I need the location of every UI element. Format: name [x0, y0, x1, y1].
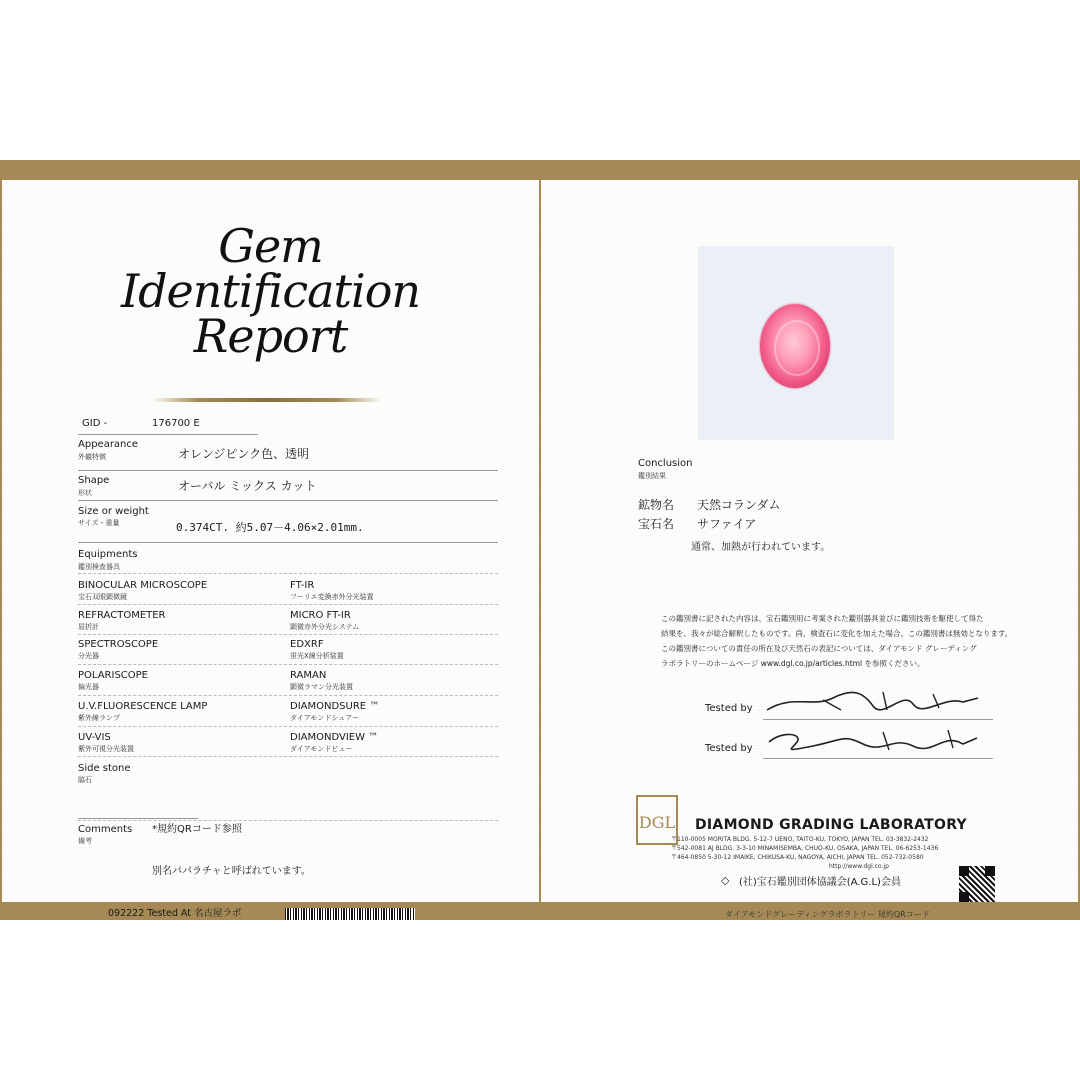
disclaimer-line: ラボラトリーのホームページ www.dgl.co.jp/articles.html を参照ください。: [661, 659, 925, 668]
conclusion-jp: 鑑別結果: [638, 472, 666, 480]
side-stone-jp: 脇石: [78, 776, 92, 784]
equipment-rule: [78, 695, 498, 696]
tested-by-label-1: Tested by: [705, 703, 753, 714]
equipment-jp: 顕微ラマン分光装置: [290, 683, 353, 691]
report-title-line2: Identification: [120, 264, 421, 318]
equipment-name: BINOCULAR MICROSCOPE: [78, 580, 208, 591]
equipments-jp: 鑑別検査器具: [78, 563, 120, 571]
equipment-jp: 偏光器: [78, 683, 99, 691]
signature-2-rule: [763, 758, 993, 759]
gold-divider: [152, 398, 382, 402]
gem-name-value: サファイア: [697, 517, 757, 531]
association-text: (社)宝石鑑別団体協議会(A.G.L)会員: [739, 877, 901, 888]
equipment-jp: ダイアモンドビュー: [290, 745, 353, 753]
equipment-rule: [78, 756, 498, 757]
right-page: [541, 180, 1078, 919]
tested-by-label-2: Tested by: [705, 743, 753, 754]
equipments-rule: [78, 573, 498, 574]
signature-1: [763, 688, 983, 716]
lab-website: http://www.dgl.co.jp: [829, 863, 889, 870]
equipment-name: DIAMONDVIEW ™: [290, 732, 379, 743]
equipment-jp: 紫外線ランプ: [78, 714, 120, 722]
equipment-rule: [78, 664, 498, 665]
diamond-icon: ◇: [721, 874, 730, 887]
appearance-label: Appearance: [78, 439, 139, 450]
equipment-jp: 蛍光X線分析装置: [290, 652, 344, 660]
lab-name: DIAMOND GRADING LABORATORY: [695, 817, 967, 833]
report-title-line3: Report: [193, 309, 348, 363]
dgl-logo-text: DGL: [638, 813, 676, 832]
equipment-rule: [78, 604, 498, 605]
comments-value-2: 別名パパラチャと呼ばれています。: [152, 866, 311, 877]
equipment-name: FT-IR: [290, 580, 315, 591]
lab-address: 〒110-0005 MORITA BLDG. 5-12-7 UENO, TAITO-KU, TOKYO, JAPAN TEL. 03-3832-2432: [671, 836, 929, 843]
equipment-jp: 屈折計: [78, 623, 99, 631]
lab-address: 〒464-0850 5-30-12 IMAIKE, CHIKUSA-KU, NAGOYA, AICHI, JAPAN TEL. 052-732-0580: [671, 854, 924, 861]
equipment-name: POLARISCOPE: [78, 670, 148, 681]
size-value: 0.374CT. 約5.07－4.06×2.01mm.: [176, 521, 364, 534]
barcode-image: [285, 908, 415, 920]
conclusion-label: Conclusion: [638, 458, 693, 469]
signature-1-rule: [763, 719, 993, 720]
gem-stone-image: [760, 304, 830, 388]
disclaimer-line: 結果を、我々が総合解釈したものです。尚、検査石に変化を加えた場合、この鑑別書は無効となります。: [661, 629, 1013, 638]
qr-code-image[interactable]: [959, 866, 995, 902]
appearance-value: オレンジピンク色、透明: [178, 447, 310, 461]
tested-at-text: 092222 Tested At 名古屋ラボ: [108, 908, 242, 919]
gid-rule: [78, 434, 258, 435]
mineral-value: 天然コランダム: [697, 498, 781, 512]
side-stone-label: Side stone: [78, 763, 131, 774]
equipments-label: Equipments: [78, 549, 138, 560]
equipment-rule: [78, 726, 498, 727]
comments-rule: [78, 820, 498, 821]
comments-label: Comments: [78, 824, 133, 835]
left-page: [2, 180, 539, 919]
equipment-rule: [78, 634, 498, 635]
lab-address: 〒542-0081 AJ BLDG. 3-3-10 MINAMISEMBA, CHUO-KU, OSAKA, JAPAN TEL. 06-6253-1436: [671, 845, 939, 852]
size-rule: [78, 542, 498, 543]
shape-value: オーバル ミックス カット: [178, 479, 317, 493]
shape-label: Shape: [78, 475, 110, 486]
gem-photo: [698, 246, 894, 440]
signature-2: [763, 726, 983, 754]
report-title-line1: Gem: [218, 219, 323, 273]
equipment-name: MICRO FT-IR: [290, 610, 351, 621]
gid-label: GID -: [82, 418, 108, 429]
equipment-jp: ダイアモンドシュアー: [290, 714, 360, 722]
appearance-rule: [78, 470, 498, 471]
appearance-jp: 外観特徴: [78, 453, 106, 461]
equipment-jp: 分光器: [78, 652, 99, 660]
side-stone-rule: [78, 818, 198, 819]
equipment-name: UV-VIS: [78, 732, 111, 743]
equipment-name: DIAMONDSURE ™: [290, 701, 380, 712]
comments-jp: 備考: [78, 837, 92, 845]
size-label: Size or weight: [78, 506, 149, 517]
mineral-label: 鉱物名: [638, 498, 675, 512]
qr-caption: ダイアモンドグレーディングラボラトリー 規約QRコード: [725, 910, 930, 919]
equipment-jp: フーリエ変換赤外分光装置: [290, 593, 374, 601]
shape-jp: 形状: [78, 489, 92, 497]
equipment-name: U.V.FLUORESCENCE LAMP: [78, 701, 208, 712]
gem-name-label: 宝石名: [638, 517, 675, 531]
equipment-jp: 宝石双眼顕微鏡: [78, 593, 127, 601]
equipment-jp: 顕微赤外分光システム: [290, 623, 360, 631]
equipment-name: SPECTROSCOPE: [78, 639, 159, 650]
comments-value-1: *規約QRコード参照: [152, 824, 242, 835]
shape-rule: [78, 500, 498, 501]
equipment-name: REFRACTOMETER: [78, 610, 166, 621]
treatment-note: 通常、加熱が行われています。: [691, 542, 831, 553]
gid-value: 176700 E: [152, 418, 200, 429]
report-document: [0, 160, 1080, 920]
disclaimer-line: この鑑別書についての責任の所在及び天然石の表記については、ダイアモンド グレーディング: [661, 644, 977, 653]
disclaimer-line: この鑑別書に記された内容は、宝石鑑別用に考案された鑑別器具並びに鑑別技術を駆使して得た: [661, 614, 984, 623]
equipment-name: EDXRF: [290, 639, 324, 650]
equipment-name: RAMAN: [290, 670, 327, 681]
size-jp: サイズ・重量: [78, 519, 120, 527]
equipment-jp: 紫外可視分光装置: [78, 745, 134, 753]
